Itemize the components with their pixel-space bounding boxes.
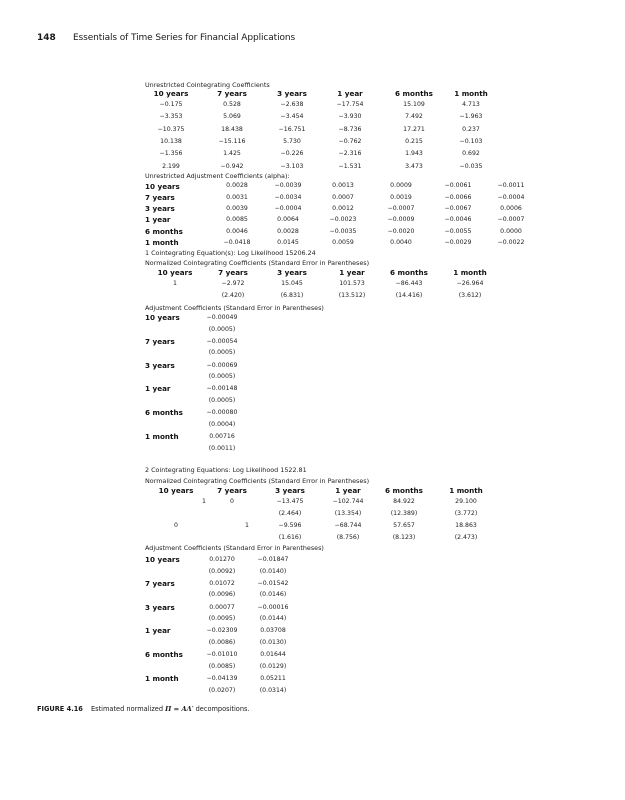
table-cell: 0.0040	[390, 238, 412, 246]
table-cell: 15.109	[403, 101, 425, 108]
row-label: 7 years	[145, 336, 175, 346]
column-header: 7 years	[218, 268, 248, 277]
table-cell: 0.0046	[226, 227, 248, 235]
table-cell: 0.0000	[500, 227, 522, 235]
table-cell: 18.863	[455, 522, 477, 529]
table-cell: −0.0067	[444, 204, 472, 212]
table-cell: −0.0022	[497, 238, 525, 246]
eq2-adjustment-title: Adjustment Coefficients (Standard Error in Parentheses)	[145, 544, 324, 552]
std-error-cell: (0.0314)	[259, 686, 287, 694]
column-header: 1 month	[453, 268, 487, 277]
table-cell: 0	[174, 522, 178, 529]
std-error-cell: (13.354)	[334, 510, 362, 517]
row-label: 3 years	[145, 602, 175, 612]
row-label: 1 month	[145, 238, 179, 247]
table-cell: −0.01010	[206, 651, 238, 659]
table-cell: −1.531	[338, 162, 362, 170]
page-header	[37, 33, 295, 43]
column-header: 7 years	[217, 89, 247, 98]
table-cell: 0.0028	[277, 227, 299, 235]
table-cell: −0.0020	[387, 227, 415, 235]
table-cell: −0.0046	[444, 216, 472, 224]
table-cell: −2.972	[221, 280, 245, 287]
std-error-cell: (2.420)	[221, 292, 245, 299]
table-cell: −0.762	[338, 137, 362, 145]
table-cell: −0.175	[159, 101, 183, 108]
std-error-cell: (0.0005)	[208, 349, 236, 357]
std-error-cell: (0.0207)	[208, 686, 236, 694]
column-header: 1 year	[335, 486, 361, 495]
std-error-cell: (3.772)	[454, 510, 478, 517]
std-error-cell: (0.0140)	[259, 567, 287, 575]
column-header: 7 years	[217, 486, 247, 495]
table-cell: −0.0004	[497, 193, 525, 201]
table-cell: 29.100	[455, 498, 477, 505]
row-label: 1 year	[145, 215, 171, 225]
column-header: 6 months	[395, 89, 433, 98]
caption-formula: Π = AΛ′	[165, 705, 194, 713]
table-cell: 5.069	[223, 113, 241, 121]
table-cell: 0.215	[405, 137, 423, 145]
eq2-normalized-title: Normalized Cointegrating Coefficients (Standard Error in Parentheses)	[145, 477, 370, 485]
table-cell: −0.0061	[444, 182, 472, 190]
std-error-cell: (3.612)	[458, 292, 482, 299]
table-cell: 0.0059	[332, 238, 354, 246]
std-error-cell: (14.416)	[395, 292, 423, 299]
table-cell: −17.754	[336, 101, 364, 108]
std-error-cell: (0.0086)	[208, 638, 236, 646]
table-cell: −13.475	[276, 498, 304, 505]
eq2-title: 2 Cointegrating Equations: Log Likelihood 1522.81	[145, 466, 307, 474]
table-cell: −0.0418	[223, 238, 251, 246]
std-error-cell: (0.0096)	[208, 591, 236, 599]
column-header: 10 years	[157, 268, 193, 277]
table-cell: 0.237	[462, 125, 480, 133]
column-header: 3 years	[275, 486, 305, 495]
table-cell: −2.638	[280, 101, 304, 108]
table-cell: −68.744	[334, 522, 362, 529]
caption-suffix: decompositions.	[195, 705, 250, 713]
page-number: 148	[37, 33, 56, 43]
running-title: Essentials of Time Series for Financial Applications	[72, 33, 296, 43]
table-cell: −0.00148	[206, 385, 238, 393]
table-cell: 0.0039	[226, 204, 248, 212]
table-cell: 2.199	[162, 162, 180, 170]
std-error-cell: (0.0004)	[208, 420, 236, 428]
table-cell: 18.438	[221, 125, 243, 133]
eq1-normalized-title: Normalized Cointegrating Coefficients (Standard Error in Parentheses)	[145, 259, 370, 267]
table-cell: −15.116	[218, 137, 246, 145]
table-cell: 1.943	[405, 150, 423, 158]
table-cell: −0.02309	[206, 627, 238, 635]
table-cell: −1.963	[459, 113, 483, 121]
table-cell: −0.0034	[274, 193, 302, 201]
row-label: 7 years	[145, 192, 175, 202]
table-cell: −0.0007	[387, 204, 415, 212]
table-cell: 0.01270	[209, 556, 235, 563]
std-error-cell: (12.389)	[390, 510, 418, 517]
table-cell: 57.657	[393, 522, 415, 529]
std-error-cell: (0.0005)	[208, 396, 236, 404]
std-error-cell: (2.473)	[454, 534, 478, 541]
column-header: 1 month	[449, 486, 483, 495]
table-cell: −0.0007	[497, 216, 525, 224]
row-label: 1 month	[145, 432, 179, 441]
std-error-cell: (0.0129)	[259, 662, 287, 670]
column-header: 6 months	[390, 268, 428, 277]
table-cell: 0	[230, 498, 234, 505]
column-header: 10 years	[153, 89, 189, 98]
std-error-cell: (8.123)	[392, 534, 416, 541]
std-error-cell: (6.831)	[280, 292, 304, 299]
table-cell: −16.751	[278, 125, 306, 133]
row-label: 6 months	[145, 226, 183, 236]
table-cell: −0.0039	[274, 182, 302, 190]
table-cell: −0.0023	[329, 216, 357, 224]
column-header: 3 years	[277, 89, 307, 98]
table-cell: −0.0035	[329, 227, 357, 235]
table-cell: 1	[202, 498, 206, 505]
table-cell: 0.0009	[390, 182, 412, 190]
table-cell: −0.00080	[206, 409, 238, 417]
table-cell: −3.454	[280, 113, 304, 121]
table-cell: −102.744	[332, 498, 364, 505]
row-label: 6 months	[145, 408, 183, 418]
table-cell: −3.930	[338, 113, 362, 121]
table-cell: 0.528	[223, 101, 241, 108]
column-header: 1 year	[339, 268, 365, 277]
table-cell: −0.04139	[206, 675, 238, 682]
table-cell: 0.01072	[209, 579, 235, 587]
table-cell: 1	[173, 280, 177, 287]
std-error-cell: (0.0144)	[259, 615, 287, 623]
table-cell: −9.596	[278, 522, 302, 529]
table-cell: −2.316	[338, 150, 362, 158]
column-header: 1 year	[337, 89, 363, 98]
std-error-cell: (8.756)	[336, 534, 360, 541]
table-cell: 10.138	[160, 137, 182, 145]
table-cell: 0.00716	[209, 433, 235, 440]
table-cell: −0.01542	[257, 579, 289, 587]
std-error-cell: (0.0085)	[208, 662, 236, 670]
table-cell: −1.356	[159, 150, 183, 158]
std-error-cell: (0.0005)	[208, 325, 236, 333]
table-cell: −0.0004	[274, 204, 302, 212]
unrestricted-alpha-title: Unrestricted Adjustment Coefficients (alpha):	[145, 172, 290, 180]
table-cell: 17.271	[403, 125, 425, 133]
column-header: 6 months	[385, 486, 423, 495]
std-error-cell: (0.0130)	[259, 638, 287, 646]
table-cell: −0.01847	[257, 556, 289, 563]
std-error-cell: (0.0011)	[208, 444, 236, 452]
table-cell: 0.01644	[260, 651, 286, 659]
row-label: 1 month	[145, 674, 179, 683]
table-cell: 0.0013	[332, 182, 354, 190]
table-cell: 7.492	[405, 113, 423, 121]
table-cell: 5.730	[283, 137, 301, 145]
table-cell: 0.0145	[277, 238, 299, 246]
row-label: 1 year	[145, 384, 171, 394]
column-header: 10 years	[158, 486, 194, 495]
std-error-cell: (0.0146)	[259, 591, 287, 599]
table-cell: 0.0007	[332, 193, 354, 201]
table-cell: −0.00016	[257, 603, 289, 611]
table-cell: −0.0009	[387, 216, 415, 224]
row-label: 6 months	[145, 650, 183, 660]
std-error-cell: (13.512)	[338, 292, 366, 299]
table-cell: 101.573	[339, 280, 365, 287]
table-cell: −26.964	[456, 280, 484, 287]
column-header: 3 years	[277, 268, 307, 277]
table-cell: −0.0066	[444, 193, 472, 201]
figure-caption	[37, 705, 250, 713]
table-cell: −3.103	[280, 162, 304, 170]
table-cell: 84.922	[393, 498, 415, 505]
table-cell: 0.0006	[500, 204, 522, 212]
table-cell: 0.03708	[260, 627, 286, 635]
caption-text: Estimated normalized	[90, 705, 164, 713]
row-label: 10 years	[145, 555, 180, 564]
table-cell: −3.353	[159, 113, 183, 121]
table-cell: 0.00077	[209, 603, 235, 611]
table-cell: −86.443	[395, 280, 423, 287]
table-cell: 4.713	[462, 101, 480, 108]
eq1-title: 1 Cointegrating Equation(s): Log Likelihood 15206.24	[145, 249, 316, 257]
table-cell: 0.0085	[226, 216, 248, 224]
table-cell: 15.045	[281, 280, 303, 287]
table-cell: 3.473	[405, 162, 423, 170]
table-cell: −0.00054	[206, 337, 238, 345]
table-cell: −8.736	[338, 125, 362, 133]
std-error-cell: (0.0092)	[208, 567, 236, 575]
table-cell: −0.103	[459, 137, 483, 145]
table-cell: 0.0028	[226, 182, 248, 190]
table-cell: −0.0055	[444, 227, 472, 235]
table-cell: −0.942	[220, 162, 244, 170]
std-error-cell: (1.616)	[278, 534, 302, 541]
row-label: 7 years	[145, 578, 175, 588]
row-label: 10 years	[145, 313, 180, 322]
table-cell: 0.0064	[277, 216, 299, 224]
table-cell: −10.375	[157, 125, 185, 133]
table-cell: 0.0031	[226, 193, 248, 201]
table-cell: −0.00069	[206, 361, 238, 369]
eq1-adjustment-title: Adjustment Coefficients (Standard Error in Parentheses)	[145, 304, 324, 312]
row-label: 1 year	[145, 626, 171, 636]
row-label: 3 years	[145, 204, 175, 214]
table-cell: 1	[245, 522, 249, 529]
table-cell: 0.05211	[260, 675, 286, 682]
table-cell: −0.0011	[497, 182, 525, 190]
table-cell: −0.00049	[206, 314, 238, 321]
std-error-cell: (2.464)	[278, 510, 302, 517]
row-label: 3 years	[145, 360, 175, 370]
figure-label: FIGURE 4.16	[37, 705, 83, 713]
table-cell: −0.035	[459, 162, 483, 170]
table-cell: 0.0012	[332, 204, 354, 212]
table-cell: 0.0019	[390, 193, 412, 201]
std-error-cell: (0.0005)	[208, 373, 236, 381]
row-label: 10 years	[145, 181, 180, 191]
table-cell: 1.425	[223, 150, 241, 158]
column-header: 1 month	[454, 89, 488, 98]
table-cell: −0.0029	[444, 238, 472, 246]
unrestricted-beta-title: Unrestricted Cointegrating Coefficients	[145, 81, 270, 89]
table-cell: −0.226	[280, 150, 304, 158]
std-error-cell: (0.0095)	[208, 615, 236, 623]
table-cell: 0.692	[462, 150, 480, 158]
